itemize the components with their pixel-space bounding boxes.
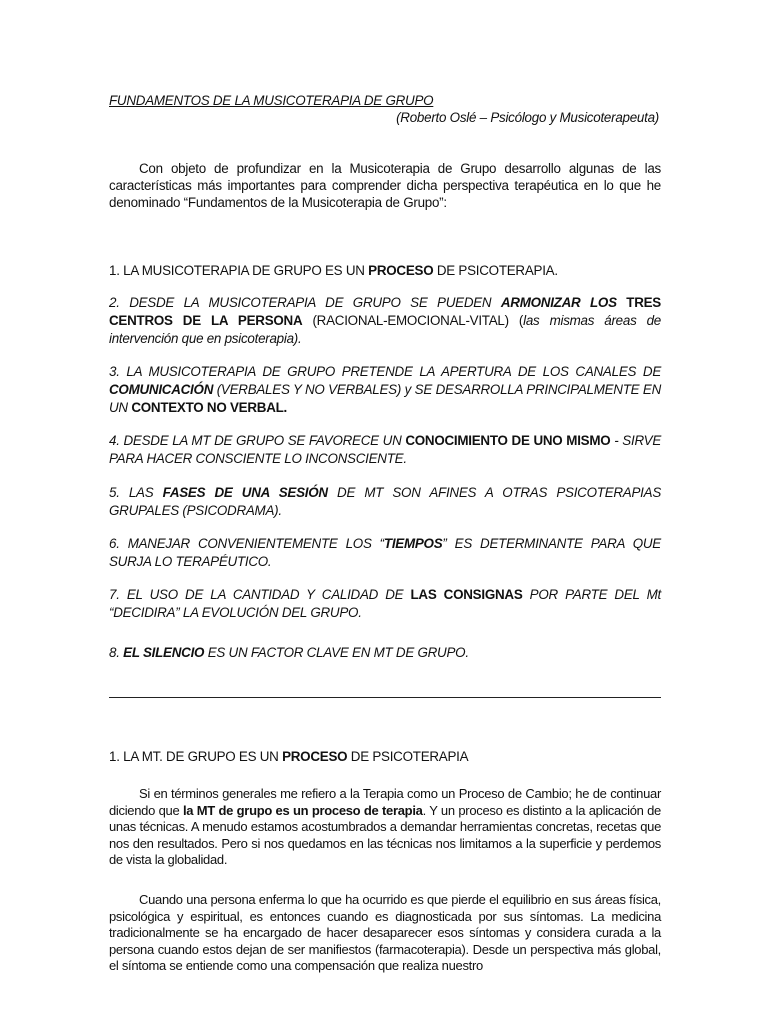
item-keyword: CONOCIMIENTO DE UNO MISMO [405,433,611,448]
item-keyword: TIEMPOS [383,536,443,551]
item-text: POR PARTE DEL Mt “DECIDIRA” LA EVOLUCIÓN DEL GRUPO. [109,587,661,620]
document-title: FUNDAMENTOS DE LA MUSICOTERAPIA DE GRUPO [109,93,434,108]
item-keyword: COMUNICACIÓN [109,382,214,397]
heading-text: DE PSICOTERAPIA [347,749,469,764]
item-text: 5. LAS [109,485,163,500]
paragraph-text: . Y un proceso es distinto a la aplicación de unas técnicas. A menudo estamos acostumbrados a demandar herramientas concretas, recetas que nos den resultados. Pero si nos quedamos en las técnicas nos limitamos a la superficie y perdemos de vista la globalidad. [109,802,661,868]
item-text: 2. DESDE LA MUSICOTERAPIA DE GRUPO SE PUEDEN [109,295,501,310]
list-item [109,644,661,662]
body-paragraph: Cuando una persona enferma lo que ha ocurrido es que pierde el equilibrio en sus áreas física, psicológica y espiritual, es entonces cuando es diagnosticada por sus síntomas. La medicina tradicionalmente se ha encargado de hacer desaparecer esos síntomas y considera curada a la persona cuando estos dejan de ser manifiestos (farmacoterapia). Desde un perspectiva más global, el síntoma se entiende como una compensación que realiza nuestro [109,892,661,974]
list-item [109,535,661,571]
heading-text: 1. LA MT. DE GRUPO ES UN [109,749,283,764]
item-text: ” ES DETERMINANTE PARA QUE SURJA LO TERAPÉUTICO. [109,536,661,569]
section-divider [109,697,661,698]
item-text: las mismas áreas de intervención que en psicoterapia). [109,313,661,346]
item-text: ES UN FACTOR CLAVE EN MT DE GRUPO. [204,645,469,660]
list-item [109,262,661,280]
item-text: 7. EL USO DE LA CANTIDAD Y CALIDAD DE [109,587,411,602]
item-text: 3. LA MUSICOTERAPIA DE GRUPO PRETENDE LA APERTURA DE LOS CANALES DE [109,364,661,379]
intro-paragraph: Con objeto de profundizar en la Musicoterapia de Grupo desarrollo algunas de las características más importantes para comprender dicha perspectiva terapéutica en lo que he denominado “Fundamentos de la Musicoterapia de Grupo”: [109,161,661,210]
item-text: DE MT SON AFINES A OTRAS PSICOTERAPIAS GRUPALES (PSICODRAMA). [109,485,661,518]
body-paragraph [109,786,661,869]
item-keyword: EL SILENCIO [123,645,205,660]
item-keyword: PROCESO [368,263,434,278]
list-item [109,294,661,348]
item-keyword: CONTEXTO NO VERBAL. [131,400,288,415]
author-byline: (Roberto Oslé – Psicólogo y Musicoterapeuta) [396,110,659,125]
item-keyword: FASES DE UNA SESIÓN [162,485,328,500]
item-keyword: TRES CENTROS DE LA PERSONA [109,295,661,328]
paragraph-emphasis: la MT de grupo es un proceso de terapia [182,802,423,818]
item-keyword: ARMONIZAR LOS [500,295,617,310]
list-item [109,484,661,520]
list-item [109,363,661,417]
item-keyword: LAS CONSIGNAS [410,587,523,602]
item-text: - SIRVE PARA HACER CONSCIENTE LO INCONSCIENTE. [109,433,661,466]
paragraph-text: Si en términos generales me refiero a la Terapia como un Proceso de Cambio; he de continuar diciendo que [109,786,661,818]
item-text: 4. DESDE LA MT DE GRUPO SE FAVORECE UN [109,433,406,448]
item-text: (VERBALES Y NO VERBALES) y SE DESARROLLA PRINCIPALMENTE EN UN [109,382,661,415]
heading-keyword: PROCESO [282,749,348,764]
item-text: 6. MANEJAR CONVENIENTEMENTE LOS “ [109,536,384,551]
list-item [109,586,661,622]
item-text: 8. [109,645,124,660]
item-text: DE PSICOTERAPIA. [433,263,558,278]
item-text: 1. LA MUSICOTERAPIA DE GRUPO ES UN [109,263,369,278]
item-text: (RACIONAL-EMOCIONAL-VITAL) ( [302,313,524,328]
section-heading [109,748,661,765]
list-item [109,432,661,468]
